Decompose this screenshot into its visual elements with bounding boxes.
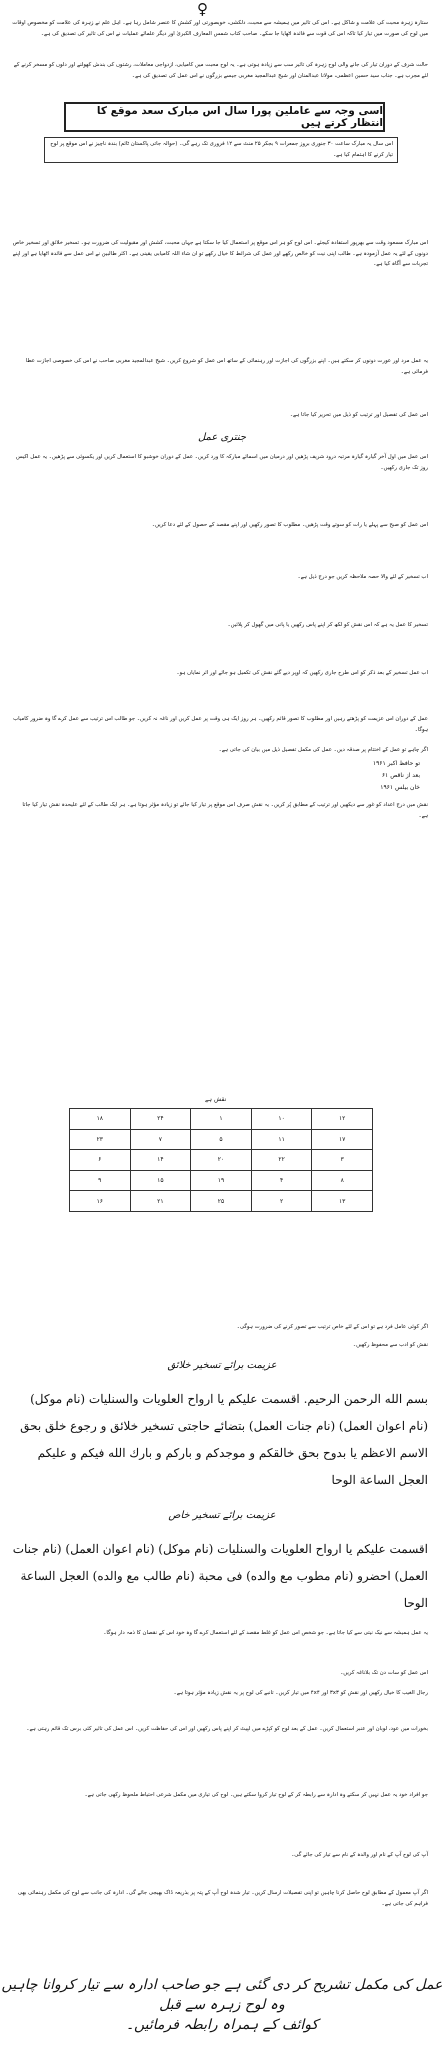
- lower-paragraph-2: [12, 1668, 428, 1679]
- magic-square-table: [69, 1108, 373, 1212]
- main-text-4: اس عمل میں اول آخر گیارہ گیارہ مرتبہ درود شریف پڑھیں اور درمیان میں اسمائے مبارکہ کا ورد کریں۔ عمل کے دوران خوشبو کا استعمال کریں اور یکسوئی سے پڑھیں۔ یہ عمل اکیس روز تک جاری رکھیں۔: [15, 454, 428, 471]
- main-text-10: اگر چاہے تو عمل کے اختتام پر صدقہ دیں۔ عمل کی مکمل تفصیل ذیل میں بیان کی جاتی ہے۔: [218, 747, 428, 753]
- main-paragraph-3: [12, 410, 428, 421]
- table-cell: ۲۰: [191, 1150, 252, 1171]
- azimat-khaas-text-block: [12, 1536, 428, 1617]
- lower-text-2: اس عمل کو سات دن تک بلاناغہ کریں۔: [340, 1670, 428, 1676]
- lower-text-6: آپ کی لوح آپ کے نام اور والدہ کے نام سے تیار کی جائے گی۔: [291, 1852, 428, 1858]
- intro-paragraph: [12, 18, 428, 39]
- main-text-5: اس عمل کو صبح سے پہلے یا رات کو سوتے وقت پڑھیں۔ مطلوب کا تصور رکھیں اور اپنے مقصد کے حصول کے لئے دعا کریں۔: [151, 522, 428, 528]
- footer-line-1: عمل کی مکمل تشریح کر دی گئی ہے جو صاحب ادارہ سے تیار کروانا چاہیں وہ لوح زہرہ سے قبل: [1, 1977, 443, 2013]
- main-paragraph-9: [12, 714, 428, 735]
- table-cell: ۳: [312, 1150, 373, 1171]
- lower-paragraph-6: [12, 1850, 428, 1861]
- intro-text-2: حالت شرف کے دوران تیار کی جانے والی لوح زہرہ کی تاثیر سب سے زیادہ ہوتی ہے۔ یہ لوح محبت میں کامیابی، ازدواجی معاملات، رشتوں کی بندش کھولنے اور دلوں کو مسخر کرنے کے لئے مجرب ہے۔ جناب سید حسین اعظمی، مولانا عبدالمنان اور شیخ عبدالمجید مغربی جیسے بزرگوں نے اس عمل کی تصدیق کی ہے۔: [13, 62, 428, 79]
- lower-paragraph-3: [12, 1688, 428, 1699]
- main-paragraph-8: [12, 668, 428, 679]
- table-row: [70, 1129, 373, 1150]
- mid-line-1: [12, 1322, 428, 1333]
- azimat-khalaiq-text: بسم الله الرحمن الرحيم. اقسمت عليكم يا ارواح العلويات والسنليات (نام موكل) (نام اعوان العمل) (نام جنات العمل) بتضائے حاجتی تسخیر خلائق و رجوع خلق بحق الاسم الاعظم یا بدوح بحق خالقکم و موجدکم و بارکم و بارك الله فيكم و عليكم العجل الساعة الوحا: [20, 1392, 428, 1487]
- footer-line-2: کوائف کے ہمراہ رابطہ فرمائیں۔: [125, 2017, 319, 2033]
- main-text-11: نقش میں درج اعداد کو غور سے دیکھیں اور ترتیب کے مطابق پُر کریں۔ یہ نقش صرف اس موقع پر تیار کیا جائے تو زیادہ مؤثر ہوتا ہے۔ ہر ایک طالب کے لئے علیحدہ نقش تیار کیا جاتا ہے۔: [22, 802, 428, 819]
- main-paragraph-7: [12, 620, 428, 631]
- table-cell: ۷: [130, 1129, 191, 1150]
- main-text-1: اس مبارک مسعود وقت سے بھرپور استفادہ کیجئے۔ اس لوح کو ہر اس موقع پر استعمال کیا جا سکتا ہے جہاں محبت، کشش اور مقبولیت کی ضرورت ہو۔ تسخیر خلائق اور تسخیر خاص دونوں کے لئے یہ عمل آزمودہ ہے۔ طالب اپنی نیت کو خالص رکھے اور عمل کی شرائط کا خیال رکھے تو ان شاء اللہ کامیابی یقینی ہے۔ اکثر طالبین نے اس عمل سے فائدہ اٹھایا ہے اور اپنے تجربات سے آگاہ کیا ہے۔: [12, 240, 428, 267]
- table-row: [70, 1150, 373, 1171]
- table-cell: ۱۷: [312, 1129, 373, 1150]
- table-cell: ۱۳: [312, 1191, 373, 1212]
- lower-text-7: اگر آپ معمول کے مطابق لوح حاصل کرنا چاہیں تو اپنی تفصیلات ارسال کریں۔ تیار شدہ لوح آپ کے پتہ پر بذریعہ ڈاک بھیجی جائے گی۔ ادارہ کی جانب سے لوح کی مکمل رہنمائی بھی فراہم کی جاتی ہے۔: [17, 1890, 428, 1907]
- table-cell: ۸: [312, 1170, 373, 1191]
- table-caption: نقش ہے: [205, 1096, 227, 1103]
- mid-line-2: [12, 1340, 428, 1351]
- table-cell: ۲: [251, 1191, 312, 1212]
- table-cell: ۱۹: [191, 1170, 252, 1191]
- footer-notice: [0, 1975, 444, 2035]
- banner-text: اسی وجہ سے عاملین پورا سال اس مبارک سعد موقع کا انتظار کرتے ہیں: [96, 105, 383, 129]
- table-cell: ۲۴: [130, 1109, 191, 1130]
- table-row: [70, 1191, 373, 1212]
- mix-line-1b: بعد از ناقص ۶۱: [381, 772, 420, 779]
- intro-text: ستارہ زہرہ محبت کی علامت و شاکل ہے۔ اس کی تاثیر میں ہمیشہ سے محبت، دلکشی، خوبصورتی اور کشش کا عنصر شامل رہا ہے۔ اہل علم نے زہرہ کی علامت کو مخصوص اوقات میں لوح کی صورت میں تیار کیا تاکہ اس کی قوت سے فائدہ اٹھایا جا سکے۔ صاحب کتاب شمس المعارف الکبریٰ اور دیگر علمائے عملیات نے اس کی تاثیر کی تصدیق کی ہے۔: [12, 20, 428, 37]
- table-cell: ۹: [70, 1170, 131, 1191]
- main-paragraph-4: [12, 452, 428, 473]
- main-text-8: اب عمل تسخیر کے بعد ذکر کو اس طرح جاری رکھیں کہ اوپر دیے گئے نقش کی تکمیل ہو جائے اور اثر نمایاں ہو۔: [176, 670, 428, 676]
- table-cell: ۲۲: [251, 1150, 312, 1171]
- date-note-box: [44, 137, 398, 163]
- lower-paragraph-5: [12, 1790, 428, 1801]
- table-cell: ۱۸: [70, 1109, 131, 1130]
- table-cell: ۱: [191, 1109, 252, 1130]
- table-cell: ۲۱: [130, 1191, 191, 1212]
- table-cell: ۱۶: [70, 1191, 131, 1212]
- venus-symbol-icon: ♀: [197, 0, 208, 18]
- table-cell: ۱۴: [130, 1150, 191, 1171]
- jantri-heading: جنتری عمل: [197, 432, 247, 443]
- main-paragraph-2: [12, 356, 428, 377]
- table-row: [70, 1109, 373, 1130]
- table-cell: ۱۱: [251, 1129, 312, 1150]
- main-text-9: عمل کے دوران اس عزیمت کو پڑھتے رہیں اور مطلوب کا تصور قائم رکھیں۔ ہر روز ایک ہی وقت پر عمل کریں اور ناغہ نہ کریں۔ جو طالب اس ترتیب سے عمل کرے گا وہ ضرور کامیاب ہوگا۔: [13, 716, 428, 733]
- lower-paragraph-4: [12, 1724, 428, 1735]
- lower-text-5: جو افراد خود یہ عمل نہیں کر سکتے وہ ادارہ سے رابطہ کر کے لوح تیار کروا سکتے ہیں۔ لوح کی تیاری میں مکمل شرعی احتیاط ملحوظ رکھی جاتی ہے۔: [84, 1792, 428, 1798]
- main-paragraph-6: [12, 572, 428, 583]
- lower-paragraph-7: [12, 1888, 428, 1909]
- azimat-khaas-text: اقسمت عليكم يا ارواح العلويات والسنليات (نام موكل) (نام اعوان العمل) (نام جنات العمل) احضرو (نام مطوب مع والده) فى محبة (نام طالب مع والده) العجل الساعة الوحا: [12, 1542, 428, 1610]
- main-text-7: تسخیر کا عمل یہ ہے کہ اس نقش کو لکھ کر اپنے پاس رکھیں یا پانی میں گھول کر پلائیں۔: [227, 622, 428, 628]
- main-text-6: اب تسخیر کے لئے والا حصہ ملاحظہ کریں جو درج ذیل ہے۔: [297, 574, 428, 580]
- table-cell: ۵: [191, 1129, 252, 1150]
- azimat-khaas-heading: عزیمت برائے تسخیر خاص: [168, 1510, 276, 1521]
- mid-text-1: اگر کوئی عامل فرد ہے تو اس کے لئے خاص ترتیب سے تصور کرنے کی ضرورت ہوگی۔: [236, 1324, 428, 1330]
- table-row: [70, 1170, 373, 1191]
- date-note-text: اس سال یہ مبارک ساعت ۳۰ جنوری بروز جمعرات ۹ بجکر ۲۵ منٹ سے ۱۲ فروری تک رہے گی۔ (حوالہ جاتی پاکستان ٹائم) بندہ ناچیز نے اس موقع پر لوح تیار کرنے کا اہتمام کیا ہے۔: [50, 141, 393, 158]
- table-cell: ۲۳: [70, 1129, 131, 1150]
- azimat-khalaiq-text-block: [12, 1386, 428, 1494]
- lower-text-1: یہ عمل ہمیشہ سے نیک نیتی سے کیا جاتا ہے۔ جو شخص اس عمل کو غلط مقصد کے لئے استعمال کرے گا وہ خود اس کے نقصان کا ذمہ دار ہوگا۔: [103, 1630, 428, 1636]
- table-cell: ۴: [251, 1170, 312, 1191]
- lower-text-3: رجال الغیب کا خیال رکھیں اور نقش کو ۳x۳ اور ۴x۴ میں تیار کریں۔ تانبے کی لوح پر یہ نقش زیادہ مؤثر ہوتا ہے۔: [173, 1690, 428, 1696]
- main-paragraph-10: [12, 745, 428, 756]
- lower-paragraph-1: [12, 1628, 428, 1639]
- table-cell: ۱۲: [312, 1109, 373, 1130]
- main-paragraph-1: [12, 238, 428, 270]
- table-cell: ۱۰: [251, 1109, 312, 1130]
- lower-text-4: بخورات میں عود، لوبان اور عنبر استعمال کریں۔ عمل کے بعد لوح کو کپڑے میں لپیٹ کر اپنے پاس رکھیں اور اس کی حفاظت کریں۔ اس عمل کی تاثیر کئی برس تک قائم رہتی ہے۔: [26, 1726, 428, 1732]
- azimat-khalaiq-heading: عزیمت برائے تسخیر خلائق: [167, 1360, 277, 1371]
- main-paragraph-11: [12, 800, 428, 821]
- mid-text-2: نقش کو ادب سے محفوظ رکھیں۔: [352, 1342, 428, 1348]
- mix-line-1a: تو حافظ اکبر ۱۹۶۱: [372, 760, 420, 767]
- main-text-3: اس عمل کی تفصیل اور ترتیب کو ذیل میں تحریر کیا جاتا ہے۔: [289, 412, 428, 418]
- intro-paragraph-2: [12, 60, 428, 81]
- table-cell: ۶: [70, 1150, 131, 1171]
- table-cell: ۱۵: [130, 1170, 191, 1191]
- main-paragraph-5: [12, 520, 428, 531]
- banner-box: [64, 102, 385, 132]
- main-text-2: یہ عمل مرد اور عورت دونوں کر سکتے ہیں۔ اپنے بزرگوں کی اجازت اور رہنمائی کے ساتھ اس عمل کو شروع کریں۔ شیخ عبدالمجید مغربی صاحب نے اس کی خصوصی اجازت عطا فرمائی ہے۔: [25, 358, 428, 375]
- mix-line-2a: خان بیلس ۱۹۶۱: [380, 784, 420, 791]
- table-cell: ۲۵: [191, 1191, 252, 1212]
